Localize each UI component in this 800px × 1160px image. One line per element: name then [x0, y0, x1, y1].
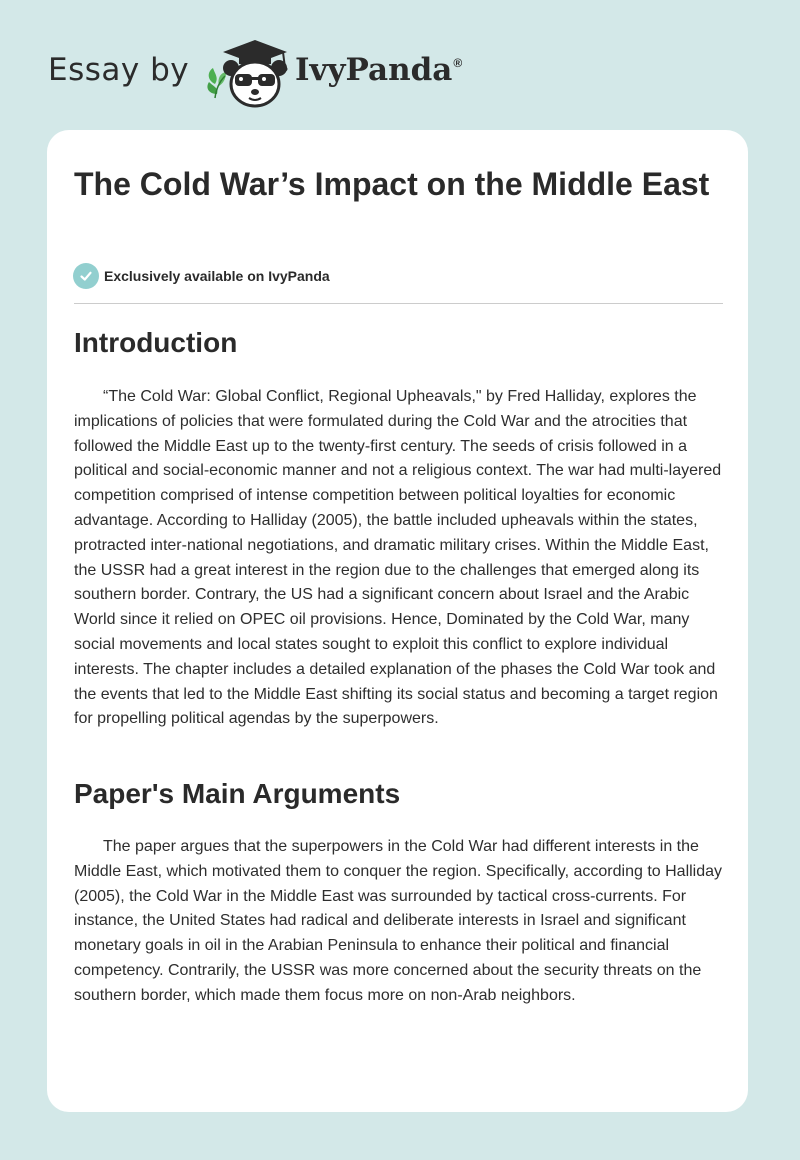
check-circle-icon [73, 263, 99, 289]
exclusive-badge [73, 263, 330, 289]
brand-header[interactable] [48, 32, 468, 112]
section-heading-main-arguments: Paper's Main Arguments [74, 778, 401, 809]
page-title: The Cold War’s Impact on the Middle East [74, 166, 710, 202]
section-body-introduction: “The Cold War: Global Conflict, Regional Upheavals," by Fred Halliday, explores the implications of policies that were formulated during the Cold War and the atrocities that followed the Middle East up to the twenty-first century. The seeds of crisis followed in a political and social-economic manner and not a religious context. The war had multi-layered competition comprised of intense competition between political loyalties for economic advantage. According to Halliday (2005), the battle included upheavals within the states, protracted inter-national negotiations, and dramatic military crises. Within the Middle East, the USSR had a great interest in the region due to the challenges that emerged along its southern border. Contrary, the US had a significant concern about Israel and the Arabic World since it relied on OPEC oil provisions. Hence, Dominated by the Cold War, many social movements and local states sought to exploit this conflict to explore individual interests. The chapter includes a detailed explanation of the phases the Cold War took and the events that led to the Middle East shifting its social status and becoming a target region for propelling political agendas by the superpowers. [74, 388, 722, 728]
section-body-main-arguments: The paper argues that the superpowers in the Cold War had different interests in the Middle East, which motivated them to conquer the region. Specifically, according to Halliday (2005), the Cold War in the Middle East was surrounded by tactical cross-currents. For instance, the United States had radical and deliberate interests in Israel and significant monetary goals in oil in the Arabian Peninsula to enhance their political and financial competency. Contrarily, the USSR was more concerned about the security threats on the southern border, which made them focus more on non-Arab neighbors. [74, 838, 723, 1004]
badge-text: Exclusively available on IvyPanda [104, 268, 330, 284]
panda-graduate-icon [203, 36, 295, 112]
brand-prefix: Essay by [48, 52, 190, 88]
essay-card [47, 130, 748, 1112]
section-heading-introduction: Introduction [74, 327, 238, 358]
divider [74, 303, 723, 304]
brand-name: IvyPanda® [295, 52, 463, 88]
